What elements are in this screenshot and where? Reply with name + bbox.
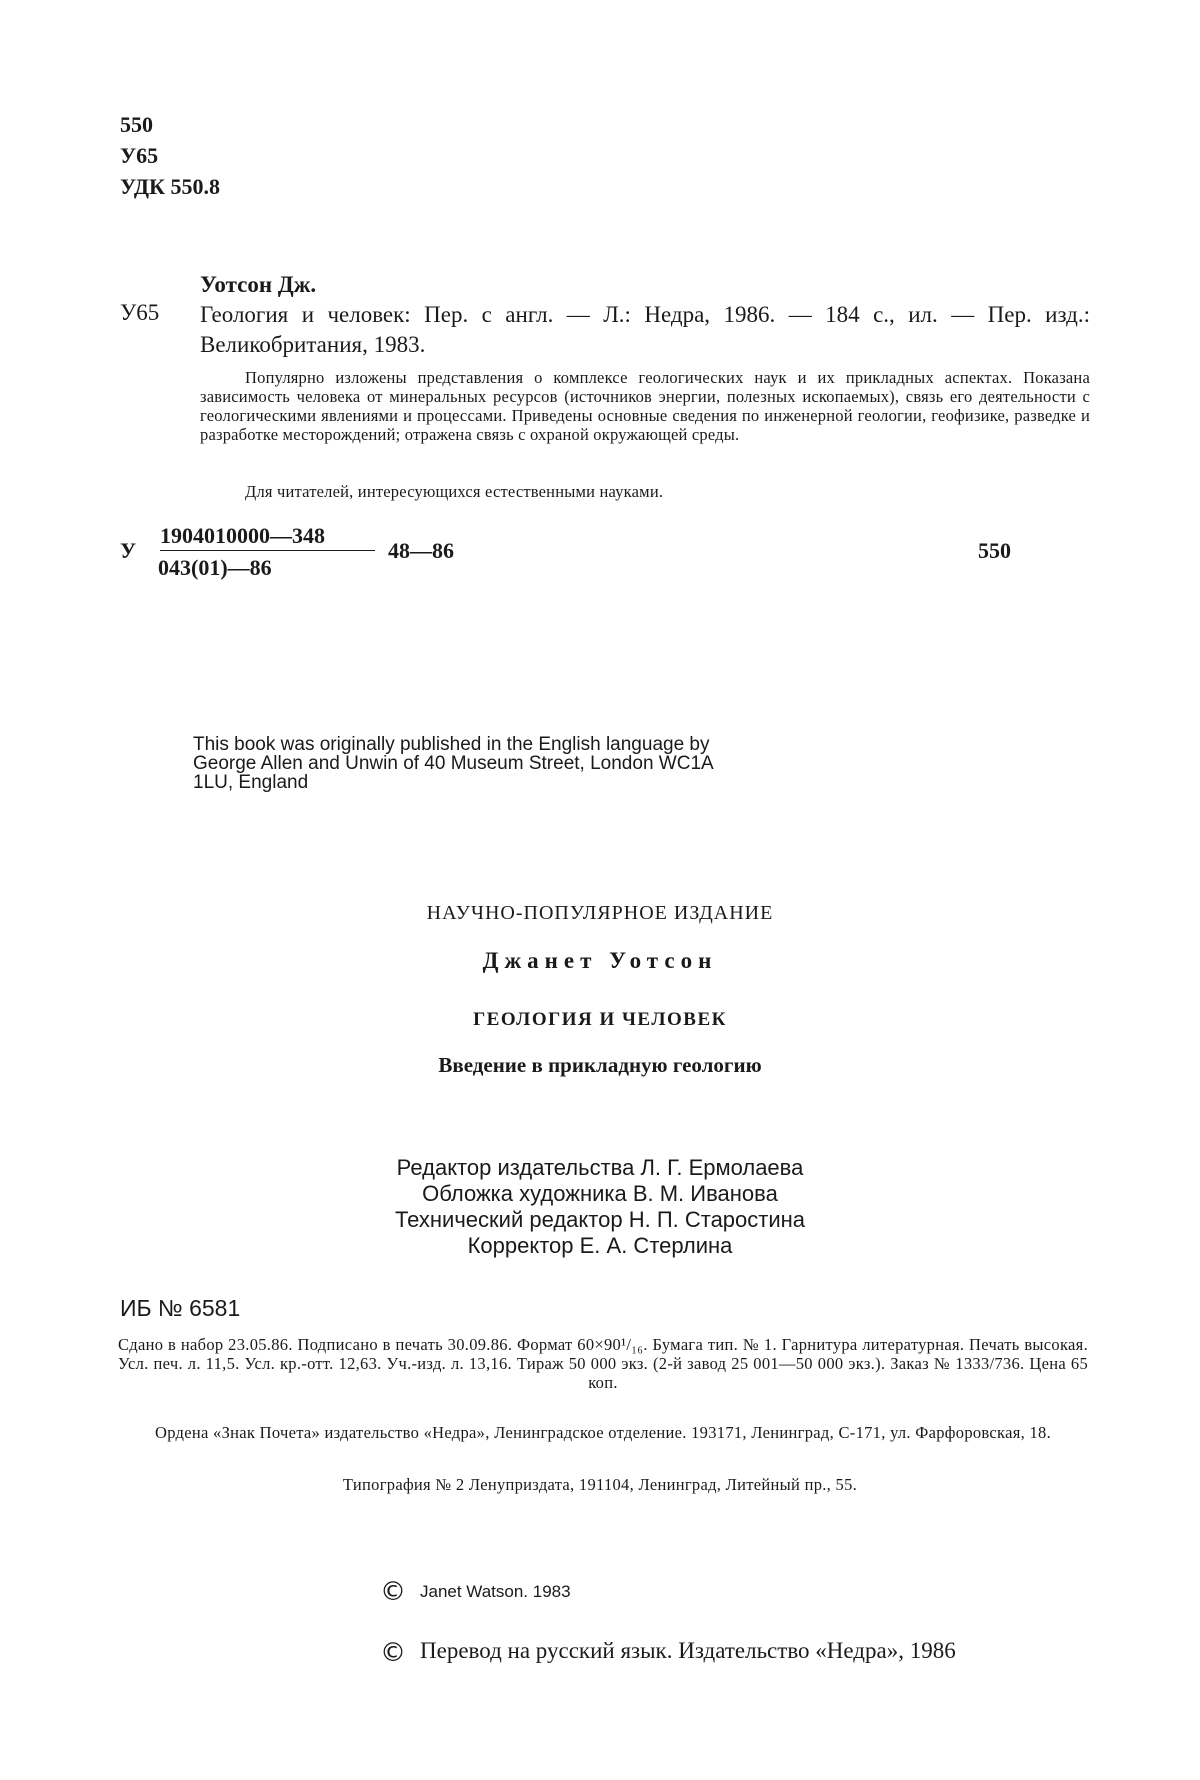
- credit-cover-artist: Обложка художника В. М. Иванова: [422, 1181, 778, 1206]
- book-subtitle: Введение в прикладную геологию: [438, 1053, 762, 1077]
- book-title: ГЕОЛОГИЯ И ЧЕЛОВЕК: [473, 1009, 727, 1030]
- original-publication-note: This book was originally published in the English language by George Allen and Unwin of 40 Museum Street, London WC1A 1LU, England: [193, 734, 713, 793]
- udc-code: УДК 550.8: [120, 174, 221, 199]
- credit-technical-editor: Технический редактор Н. П. Старостина: [394, 1207, 806, 1232]
- printing-house: Типография № 2 Ленуприздата, 191104, Ленинград, Литейный пр., 55.: [342, 1475, 858, 1494]
- catalog-call-number: У65: [120, 300, 160, 325]
- credit-editor: Редактор издательства Л. Г. Ермолаева: [396, 1155, 804, 1180]
- ib-number: ИБ № 6581: [120, 1295, 241, 1321]
- book-author: Джанет Уотсон: [482, 948, 718, 973]
- fraction-numerator: 1904010000—348: [160, 523, 375, 551]
- classification-code-1: 550: [120, 112, 153, 137]
- edition-type: НАУЧНО-ПОПУЛЯРНОЕ ИЗДАНИЕ: [426, 902, 774, 924]
- publisher-info: Ордена «Знак Почета» издательство «Недра», Ленинградское отделение. 193171, Ленинград, С-171, ул. Фарфоровская, 18.: [154, 1423, 1051, 1442]
- fraction-code: 550: [978, 538, 1011, 563]
- copyright-icon: ©: [380, 1638, 406, 1668]
- copyright-original: [380, 1577, 571, 1607]
- copyright-original-text: Janet Watson. 1983: [420, 1582, 571, 1601]
- catalog-author: Уотсон Дж.: [200, 272, 317, 297]
- fraction-prefix: У: [120, 538, 137, 563]
- catalog-readers: Для читателей, интересующихся естественными науками.: [245, 482, 664, 501]
- print-info: Сдано в набор 23.05.86. Подписано в печать 30.09.86. Формат 60×90¹/₁₆. Бумага тип. № 1. Гарнитура литературная. Печать высокая. Усл. печ. л. 11,5. Усл. кр.-отт. 12,63. Уч.-изд. л. 13,16. Тираж 50 000 экз. (2-й завод 25 001—50 000 экз.). Заказ № 1333/736. Цена 65 коп.: [118, 1335, 1088, 1392]
- credits-block: [0, 1155, 1200, 1259]
- copyright-translation: [380, 1638, 956, 1668]
- copyright-icon: ©: [380, 1577, 406, 1607]
- catalog-citation: Геология и человек: Пер. с англ. — Л.: Недра, 1986. — 184 с., ил. — Пер. изд.: Великобритания, 1983.: [200, 302, 1090, 357]
- copyright-translation-text: Перевод на русский язык. Издательство «Недра», 1986: [420, 1638, 956, 1663]
- classification-code-2: У65: [120, 143, 159, 168]
- fraction-denominator: 043(01)—86: [158, 555, 272, 580]
- fraction-suffix: 48—86: [388, 538, 454, 563]
- catalog-abstract: Популярно изложены представления о комплексе геологических наук и их прикладных аспектах. Показана зависимость человека от минеральных ресурсов (источников энергии, полезных ископаемых), связь его деятельности с геологическими явлениями и процессами. Приведены основные сведения по инженерной геологии, геофизике, разведке и разработке месторождений; отражена связь с охраной окружающей среды.: [200, 368, 1090, 444]
- credit-proofreader: Корректор Е. А. Стерлина: [467, 1233, 733, 1258]
